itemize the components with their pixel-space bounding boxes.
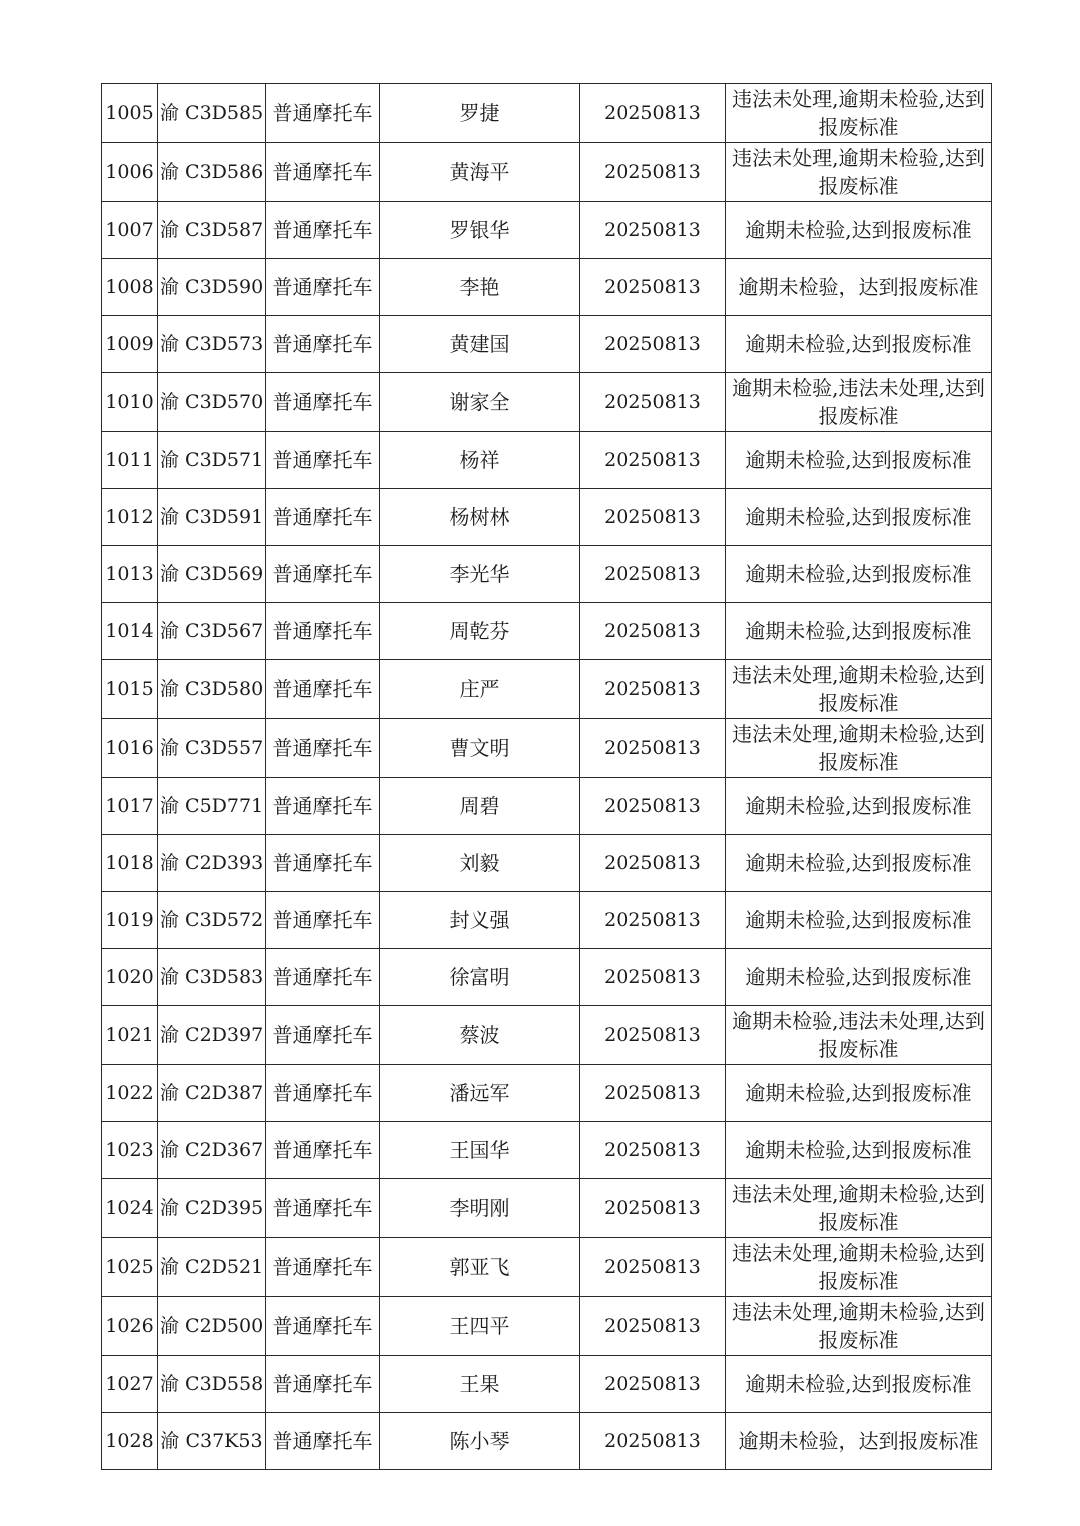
table-row xyxy=(102,489,992,546)
vehicle-type: 普通摩托车 xyxy=(266,143,380,202)
table-row xyxy=(102,143,992,202)
notice-date: 20250813 xyxy=(580,719,726,778)
plate-number: 渝 C3D591 xyxy=(158,489,266,546)
owner-name: 封义强 xyxy=(380,892,580,949)
vehicle-type: 普通摩托车 xyxy=(266,949,380,1006)
plate-number: 渝 C3D583 xyxy=(158,949,266,1006)
table-row xyxy=(102,892,992,949)
owner-name: 王国华 xyxy=(380,1122,580,1179)
vehicle-type: 普通摩托车 xyxy=(266,316,380,373)
table-row xyxy=(102,660,992,719)
vehicle-status: 违法未处理,逾期未检验,达到报废标准 xyxy=(726,143,992,202)
plate-number: 渝 C3D557 xyxy=(158,719,266,778)
table-row xyxy=(102,778,992,835)
plate-number: 渝 C3D585 xyxy=(158,84,266,143)
table-row xyxy=(102,719,992,778)
vehicle-type: 普通摩托车 xyxy=(266,489,380,546)
notice-date: 20250813 xyxy=(580,316,726,373)
vehicle-status: 逾期未检验,达到报废标准 xyxy=(726,1065,992,1122)
row-index: 1017 xyxy=(102,778,158,835)
table-row xyxy=(102,835,992,892)
vehicle-type: 普通摩托车 xyxy=(266,1238,380,1297)
vehicle-status: 逾期未检验,达到报废标准 xyxy=(726,316,992,373)
row-index: 1013 xyxy=(102,546,158,603)
table-body xyxy=(102,84,992,1470)
table-row xyxy=(102,84,992,143)
vehicle-type: 普通摩托车 xyxy=(266,546,380,603)
table-row xyxy=(102,1179,992,1238)
table-row xyxy=(102,316,992,373)
notice-date: 20250813 xyxy=(580,1122,726,1179)
owner-name: 潘远军 xyxy=(380,1065,580,1122)
plate-number: 渝 C3D571 xyxy=(158,432,266,489)
vehicle-status: 逾期未检验,违法未处理,达到报废标准 xyxy=(726,373,992,432)
table-row xyxy=(102,1297,992,1356)
plate-number: 渝 C37K53 xyxy=(158,1413,266,1470)
owner-name: 刘毅 xyxy=(380,835,580,892)
vehicle-status: 逾期未检验，达到报废标准 xyxy=(726,1413,992,1470)
owner-name: 曹文明 xyxy=(380,719,580,778)
row-index: 1012 xyxy=(102,489,158,546)
vehicle-type: 普通摩托车 xyxy=(266,1356,380,1413)
vehicle-status: 逾期未检验,达到报废标准 xyxy=(726,835,992,892)
notice-date: 20250813 xyxy=(580,546,726,603)
plate-number: 渝 C3D572 xyxy=(158,892,266,949)
owner-name: 李光华 xyxy=(380,546,580,603)
notice-date: 20250813 xyxy=(580,1413,726,1470)
row-index: 1028 xyxy=(102,1413,158,1470)
row-index: 1016 xyxy=(102,719,158,778)
row-index: 1018 xyxy=(102,835,158,892)
table-row xyxy=(102,202,992,259)
plate-number: 渝 C3D558 xyxy=(158,1356,266,1413)
notice-date: 20250813 xyxy=(580,603,726,660)
vehicle-type: 普通摩托车 xyxy=(266,835,380,892)
plate-number: 渝 C2D500 xyxy=(158,1297,266,1356)
plate-number: 渝 C2D395 xyxy=(158,1179,266,1238)
vehicle-type: 普通摩托车 xyxy=(266,432,380,489)
owner-name: 罗银华 xyxy=(380,202,580,259)
notice-date: 20250813 xyxy=(580,202,726,259)
vehicle-status: 违法未处理,逾期未检验,达到报废标准 xyxy=(726,660,992,719)
row-index: 1021 xyxy=(102,1006,158,1065)
owner-name: 李艳 xyxy=(380,259,580,316)
vehicle-type: 普通摩托车 xyxy=(266,1179,380,1238)
owner-name: 黄建国 xyxy=(380,316,580,373)
row-index: 1019 xyxy=(102,892,158,949)
owner-name: 王果 xyxy=(380,1356,580,1413)
table-row xyxy=(102,603,992,660)
vehicle-status: 逾期未检验，达到报废标准 xyxy=(726,259,992,316)
row-index: 1025 xyxy=(102,1238,158,1297)
owner-name: 郭亚飞 xyxy=(380,1238,580,1297)
row-index: 1007 xyxy=(102,202,158,259)
notice-date: 20250813 xyxy=(580,143,726,202)
vehicle-type: 普通摩托车 xyxy=(266,84,380,143)
vehicle-status: 违法未处理,逾期未检验,达到报废标准 xyxy=(726,1179,992,1238)
plate-number: 渝 C3D580 xyxy=(158,660,266,719)
vehicle-type: 普通摩托车 xyxy=(266,892,380,949)
owner-name: 陈小琴 xyxy=(380,1413,580,1470)
notice-date: 20250813 xyxy=(580,84,726,143)
vehicle-type: 普通摩托车 xyxy=(266,373,380,432)
row-index: 1022 xyxy=(102,1065,158,1122)
table-row xyxy=(102,546,992,603)
row-index: 1015 xyxy=(102,660,158,719)
owner-name: 罗捷 xyxy=(380,84,580,143)
notice-date: 20250813 xyxy=(580,1238,726,1297)
vehicle-status: 逾期未检验,达到报废标准 xyxy=(726,1122,992,1179)
vehicle-type: 普通摩托车 xyxy=(266,1065,380,1122)
notice-date: 20250813 xyxy=(580,835,726,892)
plate-number: 渝 C3D569 xyxy=(158,546,266,603)
vehicle-status: 逾期未检验,违法未处理,达到报废标准 xyxy=(726,1006,992,1065)
vehicle-status: 违法未处理,逾期未检验,达到报废标准 xyxy=(726,1297,992,1356)
vehicle-type: 普通摩托车 xyxy=(266,259,380,316)
vehicle-status: 逾期未检验,达到报废标准 xyxy=(726,892,992,949)
vehicle-type: 普通摩托车 xyxy=(266,603,380,660)
notice-date: 20250813 xyxy=(580,1065,726,1122)
row-index: 1024 xyxy=(102,1179,158,1238)
row-index: 1011 xyxy=(102,432,158,489)
notice-date: 20250813 xyxy=(580,1179,726,1238)
row-index: 1026 xyxy=(102,1297,158,1356)
notice-date: 20250813 xyxy=(580,489,726,546)
vehicle-status: 违法未处理,逾期未检验,达到报废标准 xyxy=(726,719,992,778)
row-index: 1014 xyxy=(102,603,158,660)
vehicle-status: 逾期未检验,达到报废标准 xyxy=(726,603,992,660)
owner-name: 周碧 xyxy=(380,778,580,835)
vehicle-type: 普通摩托车 xyxy=(266,202,380,259)
vehicle-type: 普通摩托车 xyxy=(266,1006,380,1065)
plate-number: 渝 C2D367 xyxy=(158,1122,266,1179)
owner-name: 周乾芬 xyxy=(380,603,580,660)
plate-number: 渝 C5D771 xyxy=(158,778,266,835)
row-index: 1027 xyxy=(102,1356,158,1413)
owner-name: 李明刚 xyxy=(380,1179,580,1238)
notice-date: 20250813 xyxy=(580,660,726,719)
table-row xyxy=(102,1413,992,1470)
plate-number: 渝 C3D590 xyxy=(158,259,266,316)
vehicle-type: 普通摩托车 xyxy=(266,660,380,719)
table-row xyxy=(102,1122,992,1179)
plate-number: 渝 C3D573 xyxy=(158,316,266,373)
table-row xyxy=(102,373,992,432)
vehicle-type: 普通摩托车 xyxy=(266,1413,380,1470)
vehicle-type: 普通摩托车 xyxy=(266,778,380,835)
notice-date: 20250813 xyxy=(580,259,726,316)
vehicle-type: 普通摩托车 xyxy=(266,719,380,778)
plate-number: 渝 C3D586 xyxy=(158,143,266,202)
table-row xyxy=(102,1356,992,1413)
table-row xyxy=(102,1065,992,1122)
notice-date: 20250813 xyxy=(580,1356,726,1413)
row-index: 1009 xyxy=(102,316,158,373)
notice-date: 20250813 xyxy=(580,892,726,949)
table-row xyxy=(102,1238,992,1297)
vehicle-status: 逾期未检验,达到报废标准 xyxy=(726,202,992,259)
plate-number: 渝 C2D387 xyxy=(158,1065,266,1122)
owner-name: 杨树林 xyxy=(380,489,580,546)
row-index: 1023 xyxy=(102,1122,158,1179)
owner-name: 王四平 xyxy=(380,1297,580,1356)
vehicle-status: 逾期未检验,达到报废标准 xyxy=(726,546,992,603)
vehicle-status: 违法未处理,逾期未检验,达到报废标准 xyxy=(726,84,992,143)
table-row xyxy=(102,949,992,1006)
vehicle-table xyxy=(101,83,992,1470)
vehicle-status: 违法未处理,逾期未检验,达到报废标准 xyxy=(726,1238,992,1297)
plate-number: 渝 C2D393 xyxy=(158,835,266,892)
row-index: 1008 xyxy=(102,259,158,316)
table-row xyxy=(102,432,992,489)
plate-number: 渝 C2D521 xyxy=(158,1238,266,1297)
notice-date: 20250813 xyxy=(580,1297,726,1356)
table-row xyxy=(102,259,992,316)
plate-number: 渝 C3D587 xyxy=(158,202,266,259)
vehicle-status: 逾期未检验,达到报废标准 xyxy=(726,489,992,546)
table-row xyxy=(102,1006,992,1065)
owner-name: 蔡波 xyxy=(380,1006,580,1065)
vehicle-status: 逾期未检验,达到报废标准 xyxy=(726,778,992,835)
owner-name: 黄海平 xyxy=(380,143,580,202)
vehicle-status: 逾期未检验,达到报废标准 xyxy=(726,1356,992,1413)
notice-date: 20250813 xyxy=(580,778,726,835)
owner-name: 庄严 xyxy=(380,660,580,719)
notice-date: 20250813 xyxy=(580,1006,726,1065)
plate-number: 渝 C3D570 xyxy=(158,373,266,432)
plate-number: 渝 C3D567 xyxy=(158,603,266,660)
owner-name: 谢家全 xyxy=(380,373,580,432)
vehicle-status: 逾期未检验,达到报废标准 xyxy=(726,949,992,1006)
notice-date: 20250813 xyxy=(580,373,726,432)
row-index: 1010 xyxy=(102,373,158,432)
row-index: 1020 xyxy=(102,949,158,1006)
notice-date: 20250813 xyxy=(580,949,726,1006)
row-index: 1005 xyxy=(102,84,158,143)
plate-number: 渝 C2D397 xyxy=(158,1006,266,1065)
vehicle-type: 普通摩托车 xyxy=(266,1122,380,1179)
row-index: 1006 xyxy=(102,143,158,202)
owner-name: 徐富明 xyxy=(380,949,580,1006)
owner-name: 杨祥 xyxy=(380,432,580,489)
vehicle-status: 逾期未检验,达到报废标准 xyxy=(726,432,992,489)
notice-date: 20250813 xyxy=(580,432,726,489)
vehicle-type: 普通摩托车 xyxy=(266,1297,380,1356)
